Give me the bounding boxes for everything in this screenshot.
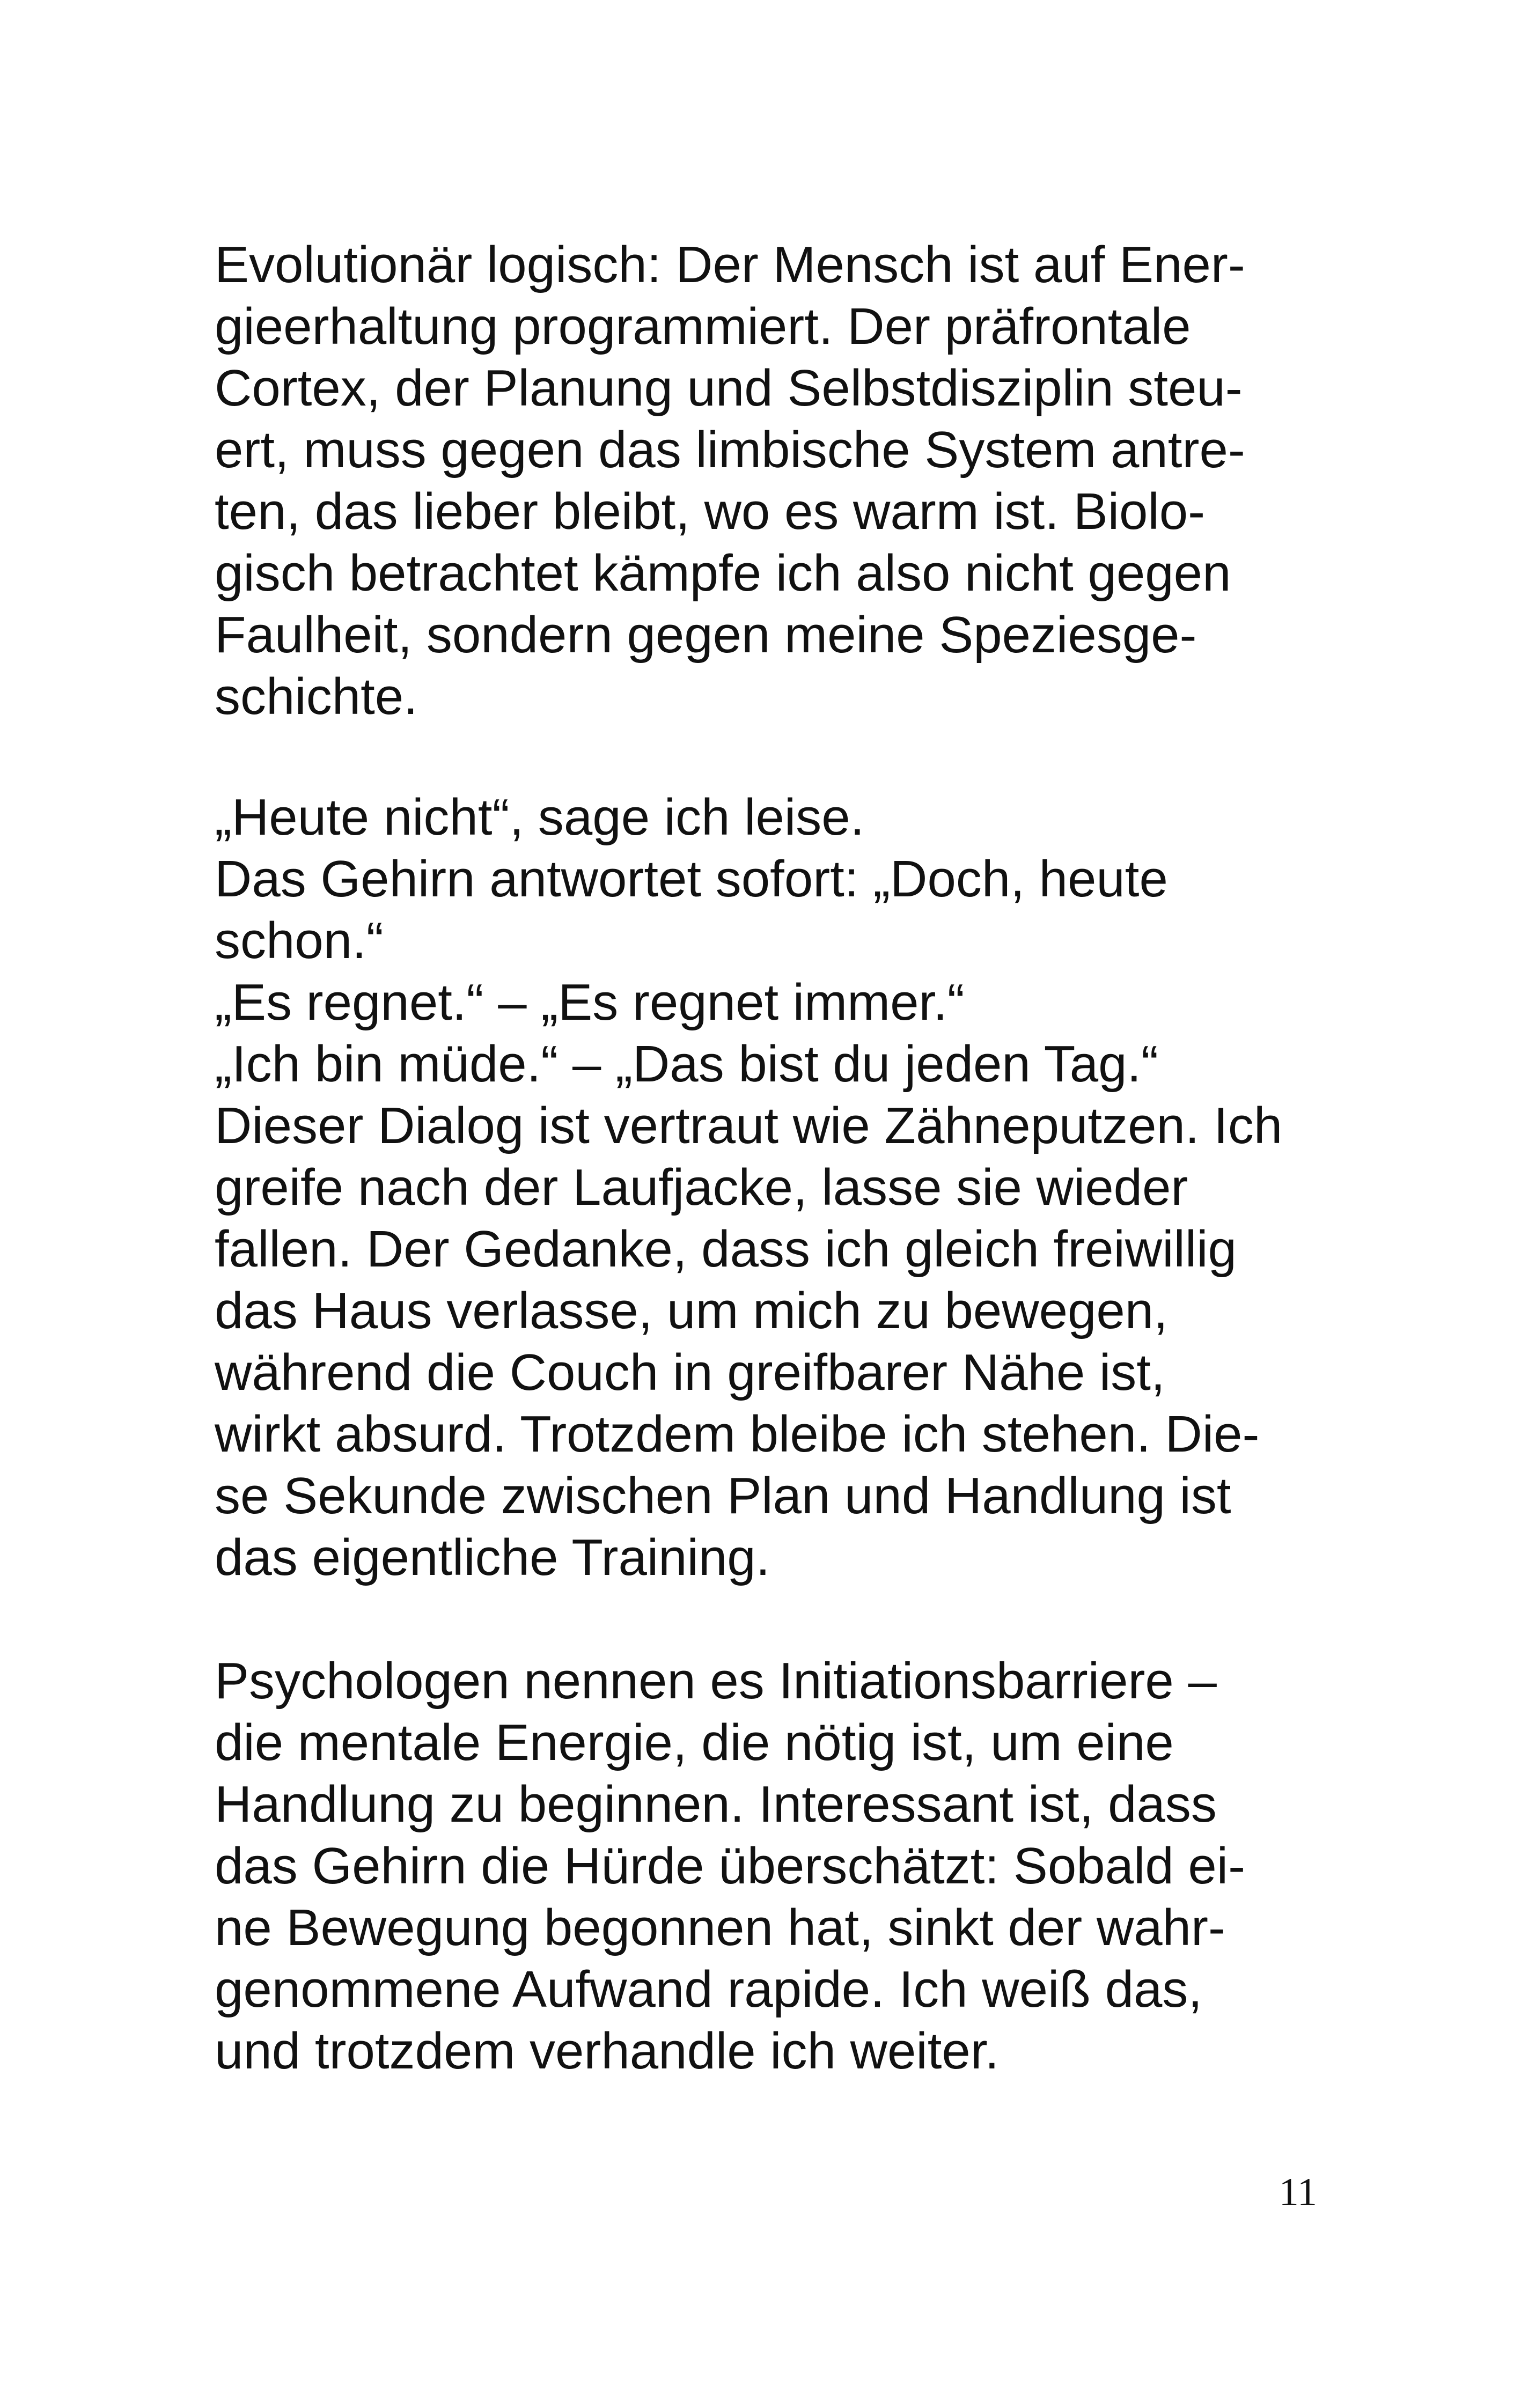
- text-line: „Es regnet.“ – „Es regnet immer.“: [215, 974, 965, 1031]
- text-line: ne Bewegung begonnen hat, sinkt der wahr-: [215, 1899, 1225, 1956]
- text-line: se Sekunde zwischen Plan und Handlung ist: [215, 1467, 1231, 1525]
- text-line: ert, muss gegen das limbische System antre-: [215, 421, 1245, 478]
- text-line: während die Couch in greifbarer Nähe ist,: [215, 1344, 1165, 1401]
- page-number: 11: [1278, 2170, 1317, 2214]
- paragraph-3: [215, 1650, 1331, 2082]
- text-line: das Gehirn die Hürde überschätzt: Sobald ei-: [215, 1837, 1246, 1895]
- text-line: schon.“: [215, 912, 384, 969]
- text-line: gisch betrachtet kämpfe ich also nicht gegen: [215, 544, 1231, 602]
- text-line: Dieser Dialog ist vertraut wie Zähneputzen. Ich: [215, 1097, 1283, 1154]
- paragraph-1: [215, 234, 1331, 727]
- text-line: Cortex, der Planung und Selbstdisziplin steu-: [215, 359, 1243, 417]
- text-line: Faulheit, sondern gegen meine Speziesge-: [215, 606, 1197, 664]
- text-line: das Haus verlasse, um mich zu bewegen,: [215, 1282, 1168, 1339]
- text-line: Evolutionär logisch: Der Mensch ist auf Ener-: [215, 236, 1245, 293]
- paragraph-2: [215, 786, 1331, 1588]
- text-line: genommene Aufwand rapide. Ich weiß das,: [215, 1961, 1203, 2018]
- text-line: Psychologen nennen es Initiationsbarriere –: [215, 1652, 1217, 1710]
- text-line: Das Gehirn antwortet sofort: „Doch, heute: [215, 850, 1168, 908]
- text-line: wirkt absurd. Trotzdem bleibe ich stehen. Die-: [215, 1405, 1260, 1463]
- text-line: fallen. Der Gedanke, dass ich gleich freiwillig: [215, 1220, 1237, 1278]
- text-line: greife nach der Laufjacke, lasse sie wieder: [215, 1159, 1188, 1216]
- text-line: das eigentliche Training.: [215, 1529, 770, 1586]
- text-line: ten, das lieber bleibt, wo es warm ist. Biolo-: [215, 483, 1206, 540]
- text-line: und trotzdem verhandle ich weiter.: [215, 2022, 1000, 2080]
- text-line: „Heute nicht“, sage ich leise.: [215, 789, 865, 846]
- text-line: Handlung zu beginnen. Interessant ist, dass: [215, 1776, 1217, 1833]
- text-line: „Ich bin müde.“ – „Das bist du jeden Tag.“: [215, 1035, 1159, 1093]
- text-line: schichte.: [215, 668, 418, 725]
- text-line: die mentale Energie, die nötig ist, um eine: [215, 1714, 1174, 1771]
- text-line: gieerhaltung programmiert. Der präfrontale: [215, 298, 1191, 355]
